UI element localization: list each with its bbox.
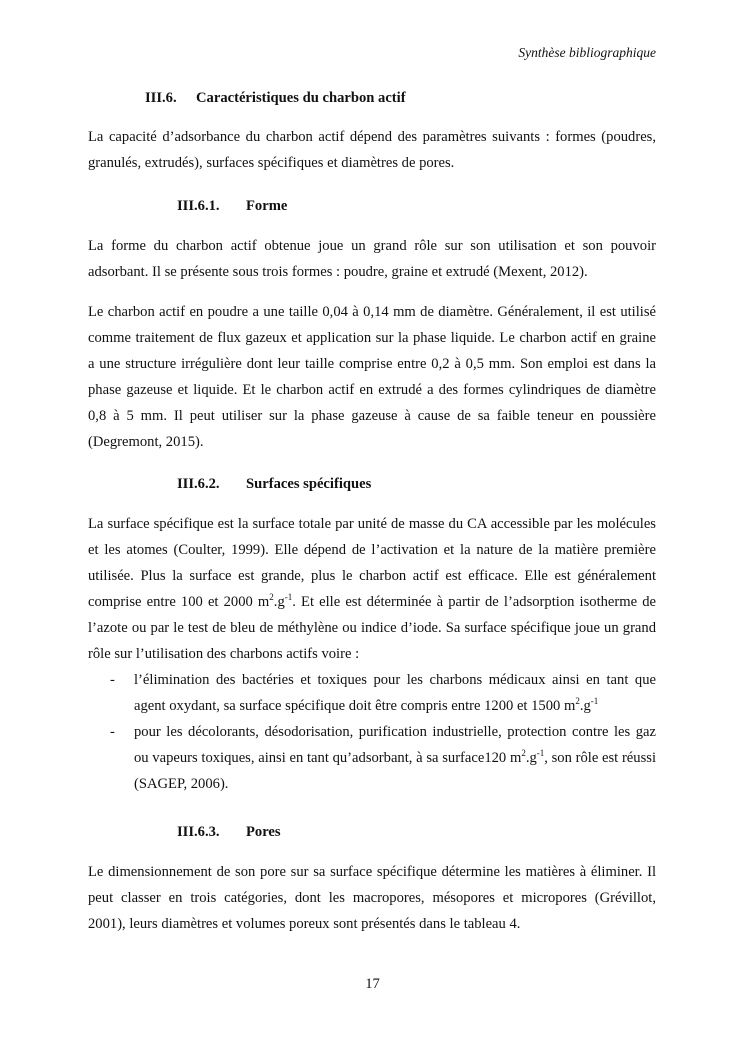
section-title: Pores bbox=[246, 824, 281, 840]
text-run: comprise entre 100 et 2000 m bbox=[88, 594, 270, 610]
section-number: III.6.1. bbox=[177, 198, 220, 214]
text-line bbox=[88, 515, 656, 533]
text-run: l’élimination des bactéries et toxiques pour les charbons médicaux ainsi en tant que bbox=[134, 672, 656, 688]
section-number: III.6.2. bbox=[177, 476, 220, 492]
text-run: et les atomes (Coulter, 1999). Elle dépend de l’activation et la nature de la matière première bbox=[88, 542, 656, 558]
text-line bbox=[88, 381, 656, 399]
text-run: La capacité d’adsorbance du charbon actif dépend des paramètres suivants : formes (poudres, bbox=[88, 129, 656, 145]
text-line bbox=[88, 619, 656, 637]
text-line bbox=[88, 237, 656, 255]
text-run: a une structure irrégulière dont leur taille comprise entre 0,2 à 0,5 mm. Son emploi est dans la bbox=[88, 356, 656, 372]
text-run: comme traitement de flux gazeux et application sur la phase liquide. Le charbon actif en graine bbox=[88, 330, 656, 346]
text-run: .g bbox=[273, 594, 285, 610]
text-line bbox=[88, 593, 656, 611]
bullet-marker: - bbox=[110, 724, 115, 740]
section-title: Forme bbox=[246, 198, 288, 214]
text-line bbox=[134, 775, 656, 793]
text-run: phase gazeuse et liquide. Et le charbon actif en extrudé a des formes cylindriques de diamètre bbox=[88, 382, 656, 398]
text-run: pour les décolorants, désodorisation, purification industrielle, protection contre les gaz bbox=[134, 724, 656, 740]
text-line bbox=[88, 407, 656, 425]
text-run: (Degremont, 2015). bbox=[88, 434, 204, 450]
section-number: III.6. bbox=[145, 90, 177, 106]
text-line bbox=[134, 697, 656, 715]
text-line bbox=[88, 541, 656, 559]
text-run: .g bbox=[579, 698, 591, 714]
text-line bbox=[88, 567, 656, 585]
bullet-marker: - bbox=[110, 672, 115, 688]
superscript: 2 bbox=[269, 592, 274, 602]
running-header: Synthèse bibliographique bbox=[518, 45, 656, 60]
text-line bbox=[88, 154, 656, 172]
text-line bbox=[88, 889, 656, 907]
text-line bbox=[88, 355, 656, 373]
text-run: 0,8 à 5 mm. Il peut utiliser sur la phase gazeuse à cause de sa faible teneur en poussière bbox=[88, 408, 656, 424]
superscript: -1 bbox=[284, 592, 293, 602]
text-line bbox=[88, 915, 656, 933]
text-line bbox=[88, 329, 656, 347]
text-line bbox=[88, 303, 656, 321]
superscript: 2 bbox=[575, 696, 580, 706]
section-title: Caractéristiques du charbon actif bbox=[196, 90, 406, 106]
text-run: agent oxydant, sa surface spécifique doit être compris entre 1200 et 1500 m bbox=[134, 698, 576, 714]
text-run: l’azote ou par le test de bleu de méthylène ou indice d’iode. Sa surface spécifique joue un grand bbox=[88, 620, 656, 636]
superscript: -1 bbox=[536, 748, 545, 758]
text-run: La surface spécifique est la surface totale par unité de masse du CA accessible par les molécules bbox=[88, 516, 656, 532]
text-run: La forme du charbon actif obtenue joue un grand rôle sur son utilisation et son pouvoir bbox=[88, 238, 656, 254]
text-line bbox=[134, 723, 656, 741]
text-line bbox=[88, 433, 656, 451]
text-run: .g bbox=[525, 750, 537, 766]
text-run: , son rôle est réussi bbox=[544, 750, 656, 766]
page-number: 17 bbox=[365, 976, 380, 992]
section-title: Surfaces spécifiques bbox=[246, 476, 372, 492]
text-line bbox=[88, 263, 656, 281]
text-run: Le dimensionnement de son pore sur sa surface spécifique détermine les matières à éliminer. Il bbox=[88, 864, 656, 880]
text-run: adsorbant. Il se présente sous trois formes : poudre, graine et extrudé (Mexent, 2012). bbox=[88, 264, 588, 280]
text-run: ou vapeurs toxiques, ainsi en tant qu’adsorbant, à sa surface120 m bbox=[134, 750, 522, 766]
text-run: rôle sur l’utilisation des charbons actifs voire : bbox=[88, 646, 360, 662]
text-line bbox=[88, 128, 656, 146]
text-run: peut classer en trois catégories, dont les macropores, mésopores et micropores (Grévillot, bbox=[88, 890, 656, 906]
text-run: 2001), leurs diamètres et volumes poreux sont présentés dans le tableau 4. bbox=[88, 916, 521, 932]
text-line bbox=[88, 645, 656, 663]
section-number: III.6.3. bbox=[177, 824, 220, 840]
text-line bbox=[134, 749, 656, 767]
text-run: . Et elle est déterminée à partir de l’adsorption isotherme de bbox=[292, 594, 656, 610]
text-line bbox=[134, 671, 656, 689]
superscript: -1 bbox=[590, 696, 599, 706]
text-run: utilisée. Plus la surface est grande, plus le charbon actif est efficace. Elle est généralement bbox=[88, 568, 656, 584]
superscript: 2 bbox=[521, 748, 526, 758]
text-run: granulés, extrudés), surfaces spécifiques et diamètres de pores. bbox=[88, 155, 455, 171]
text-run: (SAGEP, 2006). bbox=[134, 776, 229, 792]
text-line bbox=[88, 863, 656, 881]
text-run: Le charbon actif en poudre a une taille 0,04 à 0,14 mm de diamètre. Généralement, il est utilisé bbox=[88, 304, 656, 320]
